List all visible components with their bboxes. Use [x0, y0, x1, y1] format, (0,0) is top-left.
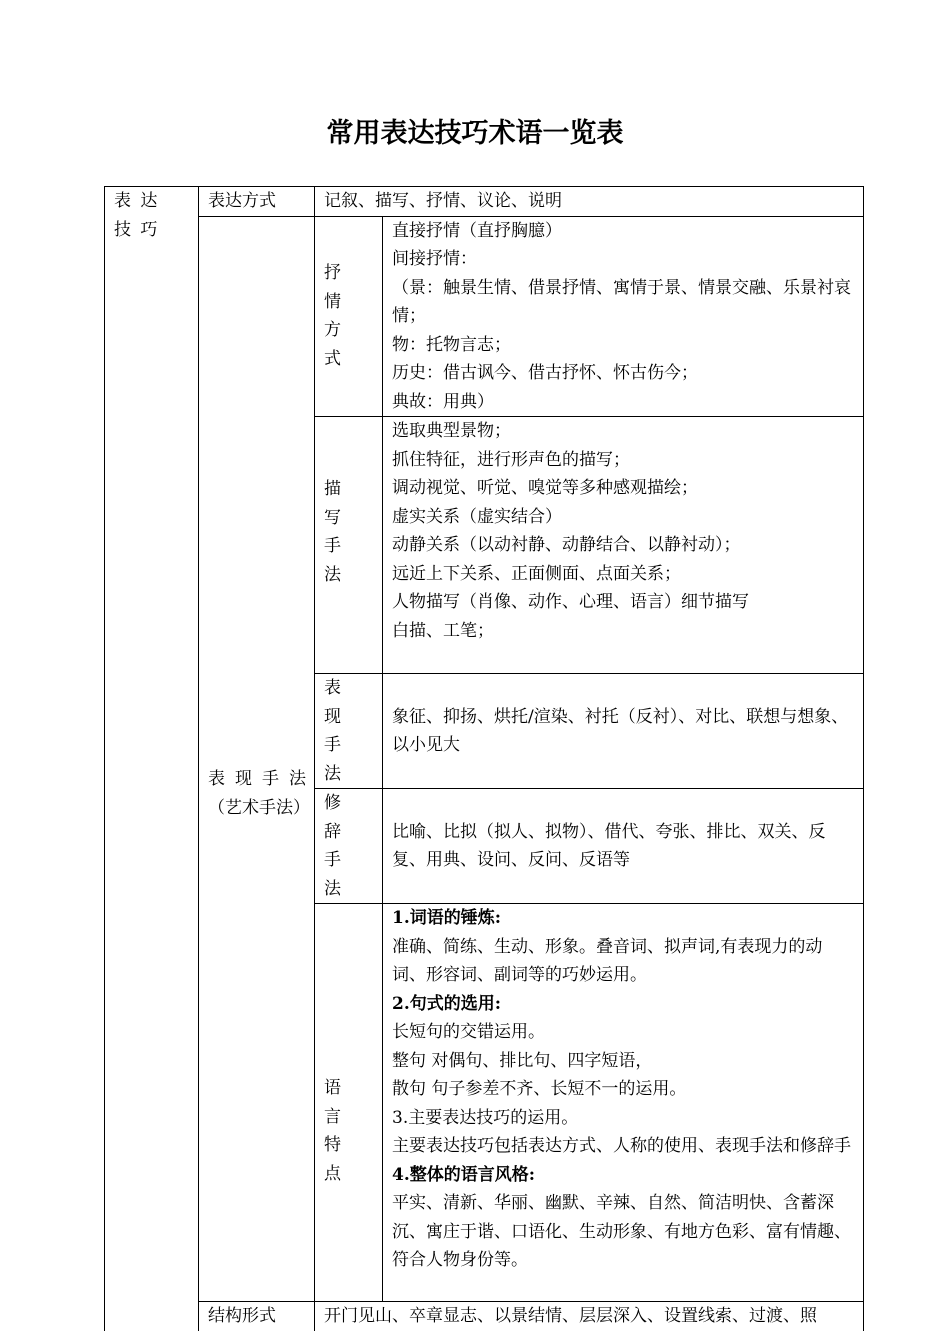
category-label: 表达技巧: [114, 191, 167, 240]
describe-line: 选取典型景物；: [392, 421, 511, 441]
language-content: [383, 904, 864, 1302]
present-label: 表现手法: [324, 678, 351, 784]
language-text: 平实、清新、华丽、幽默、辛辣、自然、简洁明快、含蓄深沉、寓庄于谐、口语化、生动形象、有地方色彩、富有情趣、符合人物身份等。: [392, 1193, 851, 1270]
describe-line: 人物描写（肖像、动作、心理、语言）细节描写: [392, 592, 749, 612]
describe-content: [383, 417, 864, 674]
language-label: 语言特点: [324, 1078, 351, 1184]
present-label-cell: [315, 674, 383, 789]
language-label-cell: [315, 904, 383, 1302]
present-content: 象征、抑扬、烘托/渲染、衬托（反衬）、对比、联想与想象、以小见大: [383, 674, 864, 789]
table-row-structure: [105, 1302, 864, 1331]
category-cell: [105, 187, 199, 1331]
techniques-table: [104, 186, 864, 1331]
performance-label: 表现手法（艺术手法）: [208, 769, 310, 818]
lyric-line: 间接抒情：: [392, 249, 477, 269]
rhetoric-label-cell: [315, 789, 383, 904]
describe-line: 抓住特征，进行形声色的描写；: [392, 449, 630, 470]
structure-label: 结构形式: [199, 1302, 315, 1331]
describe-label: 描写手法: [324, 479, 351, 585]
table-row-expression-mode: [105, 187, 864, 217]
language-heading-1: 1.词语的锤炼:: [392, 908, 502, 928]
lyric-line: 直接抒情（直抒胸臆）: [392, 220, 562, 241]
describe-line: 动静关系（以动衬静、动静结合、以静衬动）；: [392, 535, 741, 555]
lyric-line: 典故：用典）: [392, 391, 494, 412]
language-heading-3: 3.主要表达技巧的运用。: [392, 1107, 579, 1128]
language-text: 主要表达技巧包括表达方式、人称的使用、表现手法和修辞手: [392, 1136, 851, 1156]
describe-line: 远近上下关系、正面侧面、点面关系；: [392, 563, 681, 584]
describe-line: 调动视觉、听觉、嗅觉等多种感观描绘；: [392, 478, 698, 498]
lyric-line: 物：托物言志；: [392, 334, 511, 355]
page-title: 常用表达技巧术语一览表: [326, 118, 624, 149]
language-text: 长短句的交错运用。: [392, 1022, 545, 1042]
rhetoric-content: 比喻、比拟（拟人、拟物）、借代、夸张、排比、双关、反复、用典、设问、反问、反语等: [383, 789, 864, 904]
lyric-content: [383, 216, 864, 417]
lyric-label-cell: [315, 216, 383, 417]
language-text: 准确、简练、生动、形象。叠音词、拟声词,有表现力的动词、形容词、副词等的巧妙运用。: [392, 936, 823, 985]
language-text: 整句 对偶句、排比句、四字短语，: [392, 1050, 653, 1071]
language-heading-4: 4.整体的语言风格:: [392, 1164, 536, 1185]
language-heading-2: 2.句式的选用:: [392, 993, 502, 1014]
rhetoric-label: 修辞手法: [324, 793, 351, 899]
describe-line: 白描、工笔；: [392, 620, 494, 641]
structure-content: 开门见山、卒章显志、以景结情、层层深入、设置线索、过渡、照: [315, 1302, 864, 1331]
describe-label-cell: [315, 417, 383, 674]
performance-cell: [199, 216, 315, 1302]
describe-line: 虚实关系（虚实结合）: [392, 506, 562, 527]
table-row-lyric: [105, 216, 864, 417]
lyric-line: 历史：借古讽今、借古抒怀、怀古伤今；: [392, 363, 698, 383]
lyric-line: （景：触景生情、借景抒情、寓情于景、情景交融、乐景衬哀情；: [392, 277, 851, 326]
expression-mode-label: 表达方式: [199, 187, 315, 217]
language-text: 散句 句子参差不齐、长短不一的运用。: [392, 1079, 687, 1099]
lyric-label: 抒情方式: [324, 263, 351, 369]
expression-mode-content: 记叙、描写、抒情、议论、说明: [315, 187, 864, 217]
